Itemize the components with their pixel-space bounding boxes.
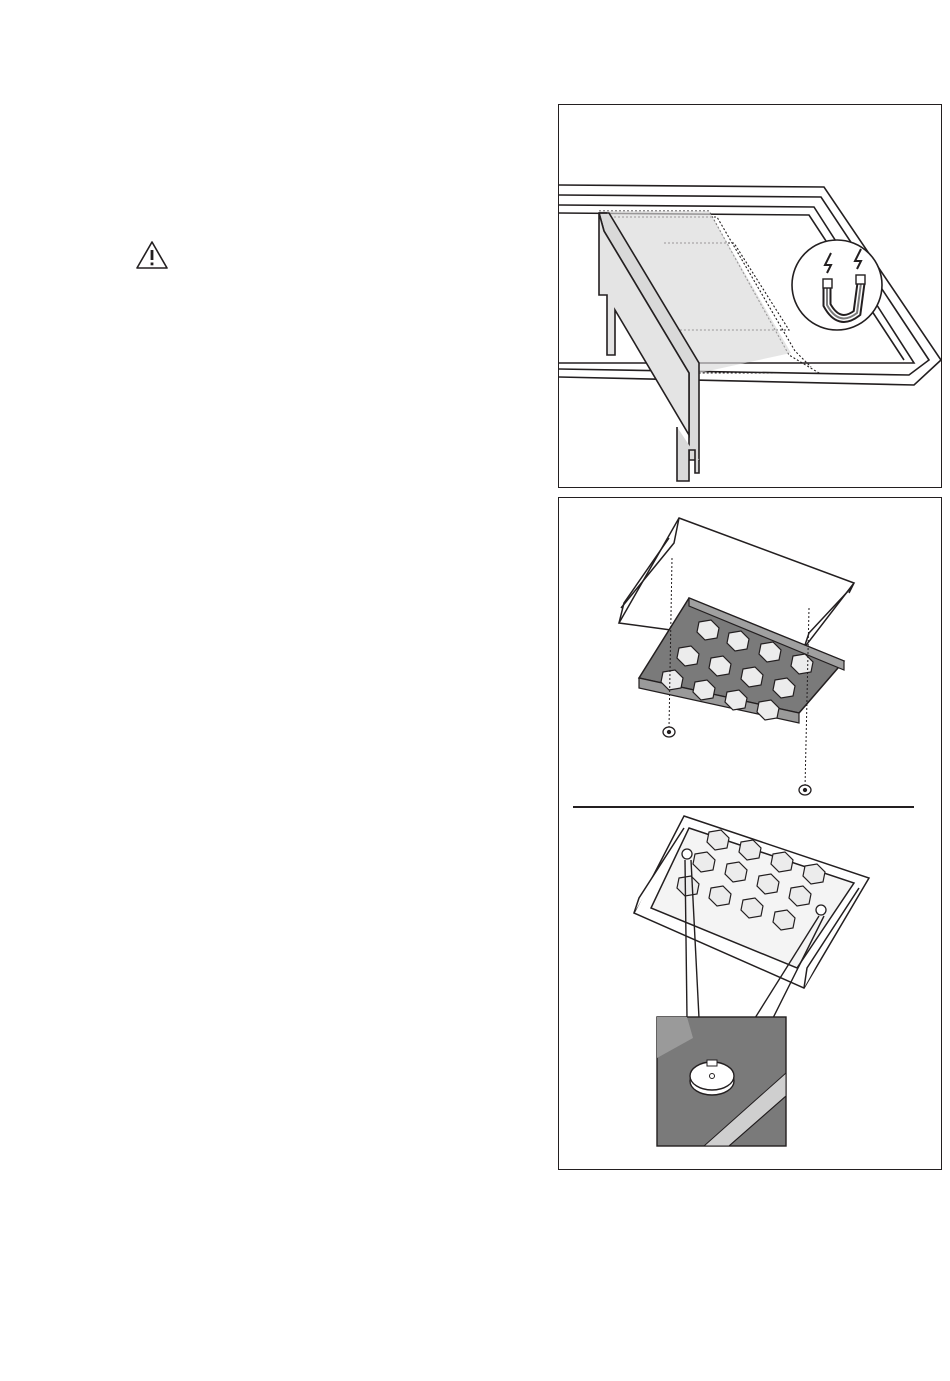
screw-detail-zoom xyxy=(657,1017,786,1146)
figure-filter-tray xyxy=(558,497,942,1170)
figure-door-seal xyxy=(558,104,942,488)
screw-cap-icon xyxy=(663,727,811,795)
horseshoe-magnet-icon xyxy=(792,240,882,330)
filter-tray-illustration xyxy=(559,498,942,1170)
door-seal-illustration xyxy=(559,105,942,488)
warning-triangle-icon xyxy=(135,240,169,270)
